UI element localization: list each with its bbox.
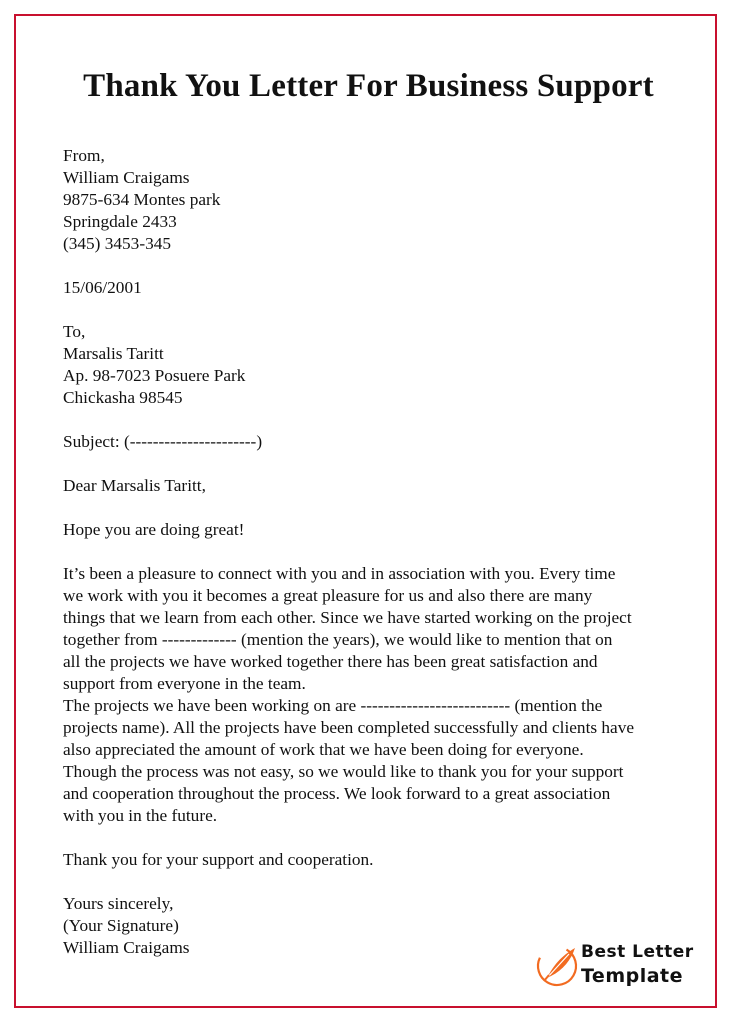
recipient-address-1: Ap. 98-7023 Posuere Park [63, 366, 246, 385]
from-label: From, [63, 146, 105, 165]
subject-line: Subject: (----------------------) [63, 432, 263, 451]
paragraph-line: all the projects we have worked together there has been great satisfaction and [63, 652, 598, 671]
sender-name: William Craigams [63, 168, 190, 187]
closing-line: Yours sincerely, [63, 894, 174, 913]
paragraph-line: things that we learn from each other. Since we have started working on the project [63, 608, 632, 627]
thanks-line: Thank you for your support and cooperation. [63, 850, 374, 869]
letter-title: Thank You Letter For Business Support [83, 68, 654, 104]
sender-address-1: 9875-634 Montes park [63, 190, 221, 209]
feather-quill-icon [535, 940, 583, 988]
signature-placeholder: (Your Signature) [63, 916, 179, 935]
paragraph-line: we work with you it becomes a great pleasure for us and also there are many [63, 586, 593, 605]
paragraph-line: together from ------------- (mention the years), we would like to mention that on [63, 630, 613, 649]
paragraph-line: and cooperation throughout the process. We look forward to a great association [63, 784, 611, 803]
paragraph-line: Though the process was not easy, so we would like to thank you for your support [63, 762, 624, 781]
paragraph-line: support from everyone in the team. [63, 674, 306, 693]
brand-logo [535, 940, 695, 992]
paragraph-line: also appreciated the amount of work that we have been doing for everyone. [63, 740, 584, 759]
paragraph-line: The projects we have been working on are -------------------------- (mention the [63, 696, 603, 715]
signer-name: William Craigams [63, 938, 190, 957]
letter-body [63, 145, 683, 959]
letter-date: 15/06/2001 [63, 278, 142, 297]
logo-text-line-1: Best Letter [581, 942, 694, 962]
logo-text-line-2: Template [581, 965, 684, 987]
recipient-name: Marsalis Taritt [63, 344, 164, 363]
to-label: To, [63, 322, 86, 341]
paragraph-line: projects name). All the projects have been completed successfully and clients have [63, 718, 635, 737]
main-paragraph [63, 563, 683, 827]
recipient-address-2: Chickasha 98545 [63, 388, 183, 407]
sender-address-2: Springdale 2433 [63, 212, 177, 231]
salutation: Dear Marsalis Taritt, [63, 476, 206, 495]
paragraph-line: It’s been a pleasure to connect with you and in association with you. Every time [63, 564, 616, 583]
opening-line: Hope you are doing great! [63, 520, 245, 539]
sender-phone: (345) 3453-345 [63, 234, 171, 253]
paragraph-line: with you in the future. [63, 806, 218, 825]
